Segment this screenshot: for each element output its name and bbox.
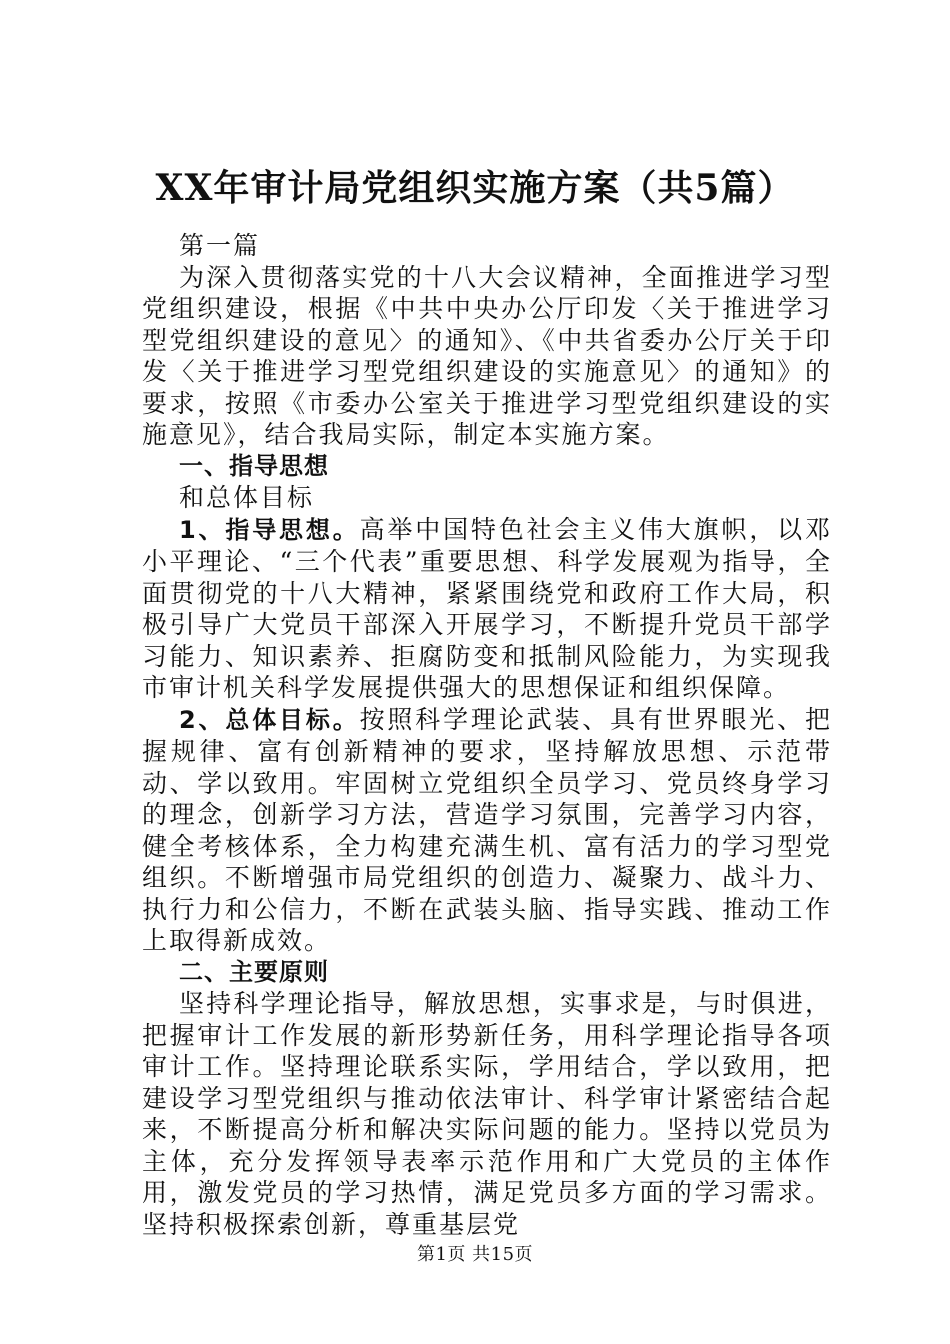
principles-paragraph: 坚持科学理论指导，解放思想，实事求是，与时俱进，把握审计工作发展的新形势新任务，用科学理论指导各项审计工作。坚持理论联系实际，学用结合，学以致用，把建设学习型党组织与推动依法审计、科学审计紧密结合起来，不断提高分析和解决实际问题的能力。坚持以党员为主体，充分发挥领导表率示范作用和广大党员的主体作用，激发党员的学习热情，满足党员多方面的学习需求。坚持积极探索创新，尊重基层党: [142, 989, 832, 1239]
point-1-body: 高举中国特色社会主义伟大旗帜，以邓小平理论、“三个代表”重要思想、科学发展观为指导，全面贯彻党的十八大精神，紧紧围绕党和政府工作大局，积极引导广大党员干部深入开展学习，不断提升党员干部学习能力、知识素养、拒腐防变和抵制风险能力，为实现我市审计机关科学发展提供强大的思想保证和组织保障。: [142, 514, 832, 702]
page-footer: 第1页 共15页: [416, 1244, 534, 1265]
point-1-lead: 1、指导思想。: [179, 515, 360, 544]
point-guiding-ideology: [142, 514, 832, 704]
heading-continuation: 和总体目标: [179, 483, 315, 512]
heading-main-principles: 二、主要原则: [179, 957, 329, 986]
point-2-lead: 2、总体目标。: [179, 705, 360, 734]
section-label: 第一篇: [179, 231, 261, 260]
document-body: [142, 230, 832, 1240]
intro-paragraph: 为深入贯彻落实党的十八大会议精神，全面推进学习型党组织建设，根据《中共中央办公厅印发〈关于推进学习型党组织建设的意见〉的通知》、《中共省委办公厅关于印发〈关于推进学习型党组织建设的实施意见〉的通知》的要求，按照《市委办公室关于推进学习型党组织建设的实施意见》，结合我局实际，制定本实施方案。: [142, 262, 832, 449]
point-2-body: 按照科学理论武装、具有世界眼光、把握规律、富有创新精神的要求，坚持解放思想、示范带动、学以致用。牢固树立党组织全员学习、党员终身学习的理念，创新学习方法，营造学习氛围，完善学习内容，健全考核体系，全力构建充满生机、富有活力的学习型党组织。不断增强市局党组织的创造力、凝聚力、战斗力、执行力和公信力，不断在武装头脑、指导实践、推动工作上取得新成效。: [142, 704, 832, 955]
point-overall-goal: [142, 704, 832, 957]
heading-guiding-ideology: 一、指导思想: [179, 451, 329, 480]
document-title: XX年审计局党组织实施方案（共5篇）: [155, 167, 795, 209]
